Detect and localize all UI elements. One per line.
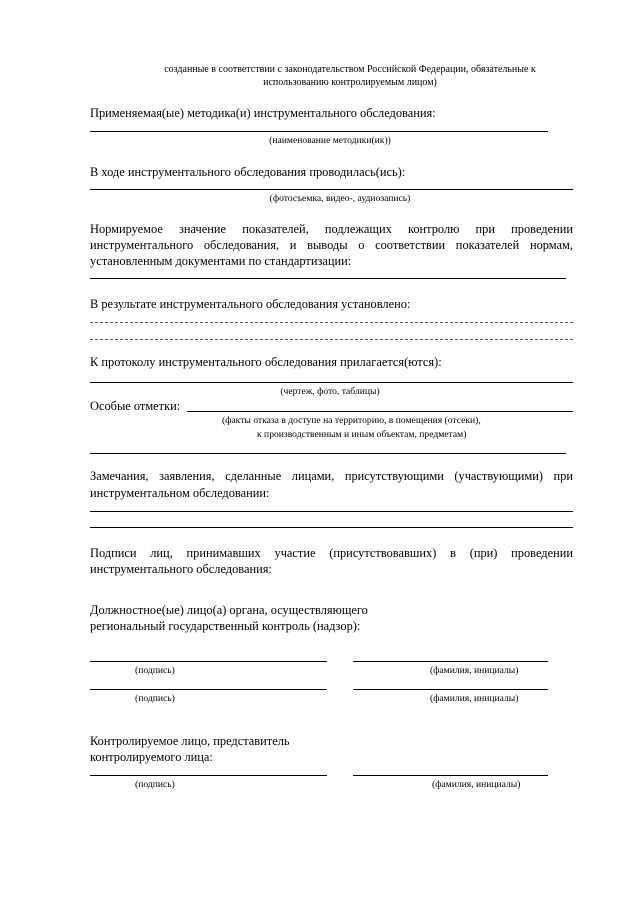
special-caption-1: (факты отказа в доступе на территорию, в помещения (отсеки),: [222, 415, 481, 426]
header-line-1: созданные в соответствии с законодательством Российской Федерации, обязательные к: [164, 64, 536, 75]
special-label: Особые отметки:: [90, 399, 181, 413]
controlled-name-caption: (фамилия, инициалы): [432, 779, 521, 790]
official-1-name-line[interactable]: [353, 661, 548, 662]
official-2-signature-caption: (подпись): [135, 693, 175, 704]
norm-input-line[interactable]: [90, 278, 566, 279]
controlled-name-line[interactable]: [353, 775, 548, 776]
attachments-label: К протоколу инструментального обследования прилагается(ются):: [90, 355, 442, 369]
norm-line-2: инструментального обследования, и выводы о соответствии показателей нормам,: [90, 238, 573, 252]
controlled-signature-line[interactable]: [90, 775, 327, 776]
controlled-line-1: Контролируемое лицо, представитель: [90, 734, 290, 748]
result-label: В результате инструментального обследования установлено:: [90, 297, 411, 311]
header-line-2: использованию контролируемым лицом): [263, 77, 437, 88]
signatures-intro-line-1: Подписи лиц, принимавших участие (присутствовавших) в (при) проведении: [90, 546, 573, 560]
norm-line-1: Нормируемое значение показателей, подлежащих контролю при проведении: [90, 222, 573, 236]
remarks-input-line-1[interactable]: [90, 511, 573, 512]
special-input-line-2[interactable]: [90, 453, 566, 454]
methods-caption: (наименование методики(ик)): [269, 135, 391, 146]
remarks-line-1: Замечания, заявления, сделанные лицами, присутствующими (участвующими) при: [90, 469, 573, 483]
methods-input-line[interactable]: [90, 131, 548, 132]
result-input-line-1[interactable]: [90, 322, 573, 323]
methods-label: Применяемая(ые) методика(и) инструментального обследования:: [90, 106, 436, 120]
official-2-name-caption: (фамилия, инициалы): [430, 693, 519, 704]
attachments-caption: (чертеж, фото, таблицы): [280, 386, 380, 397]
official-2-name-line[interactable]: [353, 689, 548, 690]
special-input-line[interactable]: [187, 411, 573, 412]
signatures-intro-line-2: инструментального обследования:: [90, 562, 272, 576]
officials-line-2: региональный государственный контроль (надзор):: [90, 619, 361, 633]
officials-line-1: Должностное(ые) лицо(а) органа, осуществляющего: [90, 603, 368, 617]
official-1-signature-line[interactable]: [90, 661, 327, 662]
official-2-signature-line[interactable]: [90, 689, 327, 690]
special-caption-2: к производственным и иным объектам, предметам): [257, 429, 467, 440]
recording-label: В ходе инструментального обследования проводилась(ись):: [90, 165, 406, 179]
recording-caption: (фотосъемка, видео-, аудиозапись): [269, 193, 411, 204]
controlled-signature-caption: (подпись): [135, 779, 175, 790]
official-1-signature-caption: (подпись): [135, 665, 175, 676]
recording-input-line[interactable]: [90, 189, 573, 190]
official-1-name-caption: (фамилия, инициалы): [430, 665, 519, 676]
norm-line-3: установленным документами по стандартизации:: [90, 254, 352, 268]
attachments-input-line[interactable]: [90, 382, 573, 383]
remarks-line-2: инструментальном обследовании:: [90, 486, 270, 500]
controlled-line-2: контролируемого лица:: [90, 750, 213, 764]
result-input-line-2[interactable]: [90, 339, 573, 340]
remarks-input-line-2[interactable]: [90, 527, 573, 528]
